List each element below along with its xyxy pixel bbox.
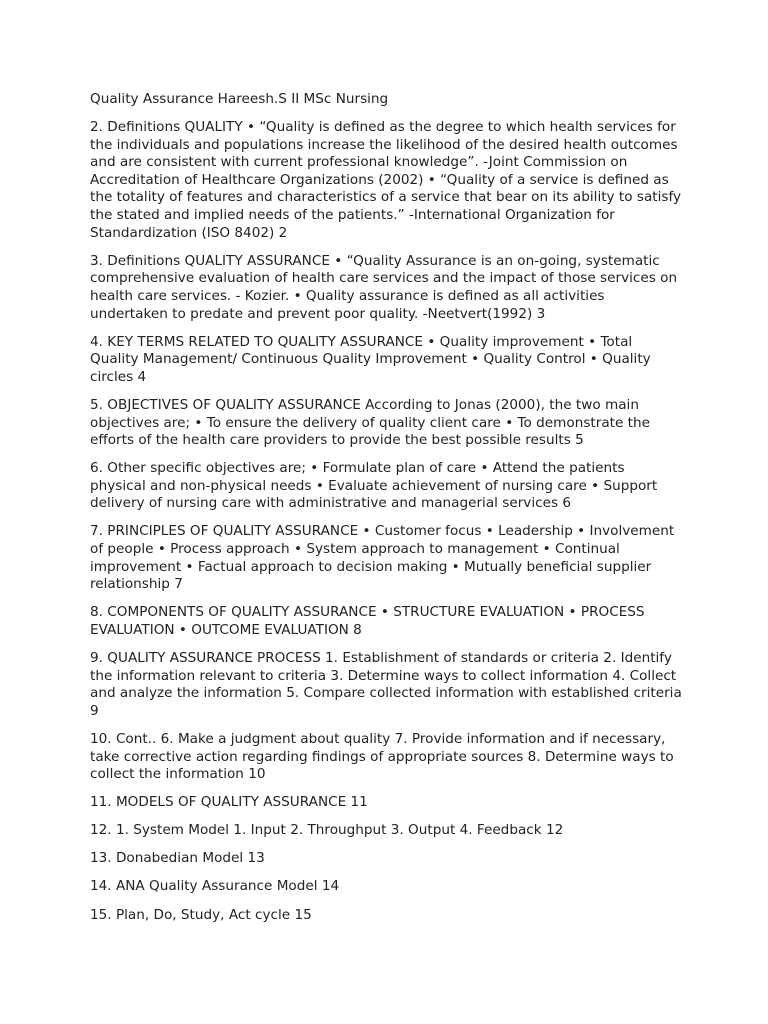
document-title: Quality Assurance Hareesh.S II MSc Nursing: [90, 91, 389, 107]
slide-9-process: 9. QUALITY ASSURANCE PROCESS 1. Establishment of standards or criteria 2. Identify the information relevant to criteria 3. Determine ways to collect information 4. Collect and analyze the information 5. Compare collected information with established criteria 9: [90, 650, 682, 719]
slide-7-principles: 7. PRINCIPLES OF QUALITY ASSURANCE • Customer focus • Leadership • Involvement of people • Process approach • System approach to management • Continual improvement • Factual approach to decision making • Mutually beneficial supplier relationship 7: [90, 523, 675, 593]
slide-6-specific-objectives: 6. Other specific objectives are; • Formulate plan of care • Attend the patients physical and non-physical needs • Evaluate achievement of nursing care • Support delivery of nursing care with administrative and managerial services 6: [90, 460, 658, 512]
slide-14-ana-model: 14. ANA Quality Assurance Model 14: [90, 878, 340, 895]
slide-12-system-model: 12. 1. System Model 1. Input 2. Throughput 3. Output 4. Feedback 12: [90, 822, 564, 839]
slide-3-definitions-quality-assurance: 3. Definitions QUALITY ASSURANCE • “Quality Assurance is an on-going, systematic comprehensive evaluation of health care services and the impact of those services on health care services. - Kozier. • Quality assurance is defined as all activities undertaken to predate and prevent poor quality. -Neetvert(1992) 3: [90, 252, 678, 322]
slide-11-models: 11. MODELS OF QUALITY ASSURANCE 11: [90, 794, 368, 811]
slide-4-key-terms: 4. KEY TERMS RELATED TO QUALITY ASSURANCE • Quality improvement • Total Quality Management/ Continuous Quality Improvement • Quality Control • Quality circles 4: [90, 333, 651, 385]
slide-13-donabedian-model: 13. Donabedian Model 13: [90, 850, 265, 867]
slide-8-components: 8. COMPONENTS OF QUALITY ASSURANCE • STRUCTURE EVALUATION • PROCESS EVALUATION • OUTCOME EVALUATION 8: [90, 604, 645, 638]
slide-10-process-continued: 10. Cont.. 6. Make a judgment about quality 7. Provide information and if necessary, take corrective action regarding findings of appropriate sources 8. Determine ways to collect the information 10: [90, 730, 674, 783]
slide-2-definitions-quality: 2. Definitions QUALITY • “Quality is defined as the degree to which health services for the individuals and populations increase the likelihood of the desired health outcomes and are consistent with current professional knowledge”. -Joint Commission on Accreditation of Healthcare Organizations (2002) • “Quality of a service is defined as the totality of features and characteristics of a service that bear on its ability to satisfy the stated and implied needs of the patients.” -International Organization for Standardization (ISO 8402) 2: [90, 119, 682, 241]
slide-5-objectives: 5. OBJECTIVES OF QUALITY ASSURANCE According to Jonas (2000), the two main objectives are; • To ensure the delivery of quality client care • To demonstrate the efforts of the health care providers to provide the best possible results 5: [90, 396, 650, 449]
document-body: [90, 91, 682, 935]
slide-15-pdsa-cycle: 15. Plan, Do, Study, Act cycle 15: [90, 906, 312, 923]
